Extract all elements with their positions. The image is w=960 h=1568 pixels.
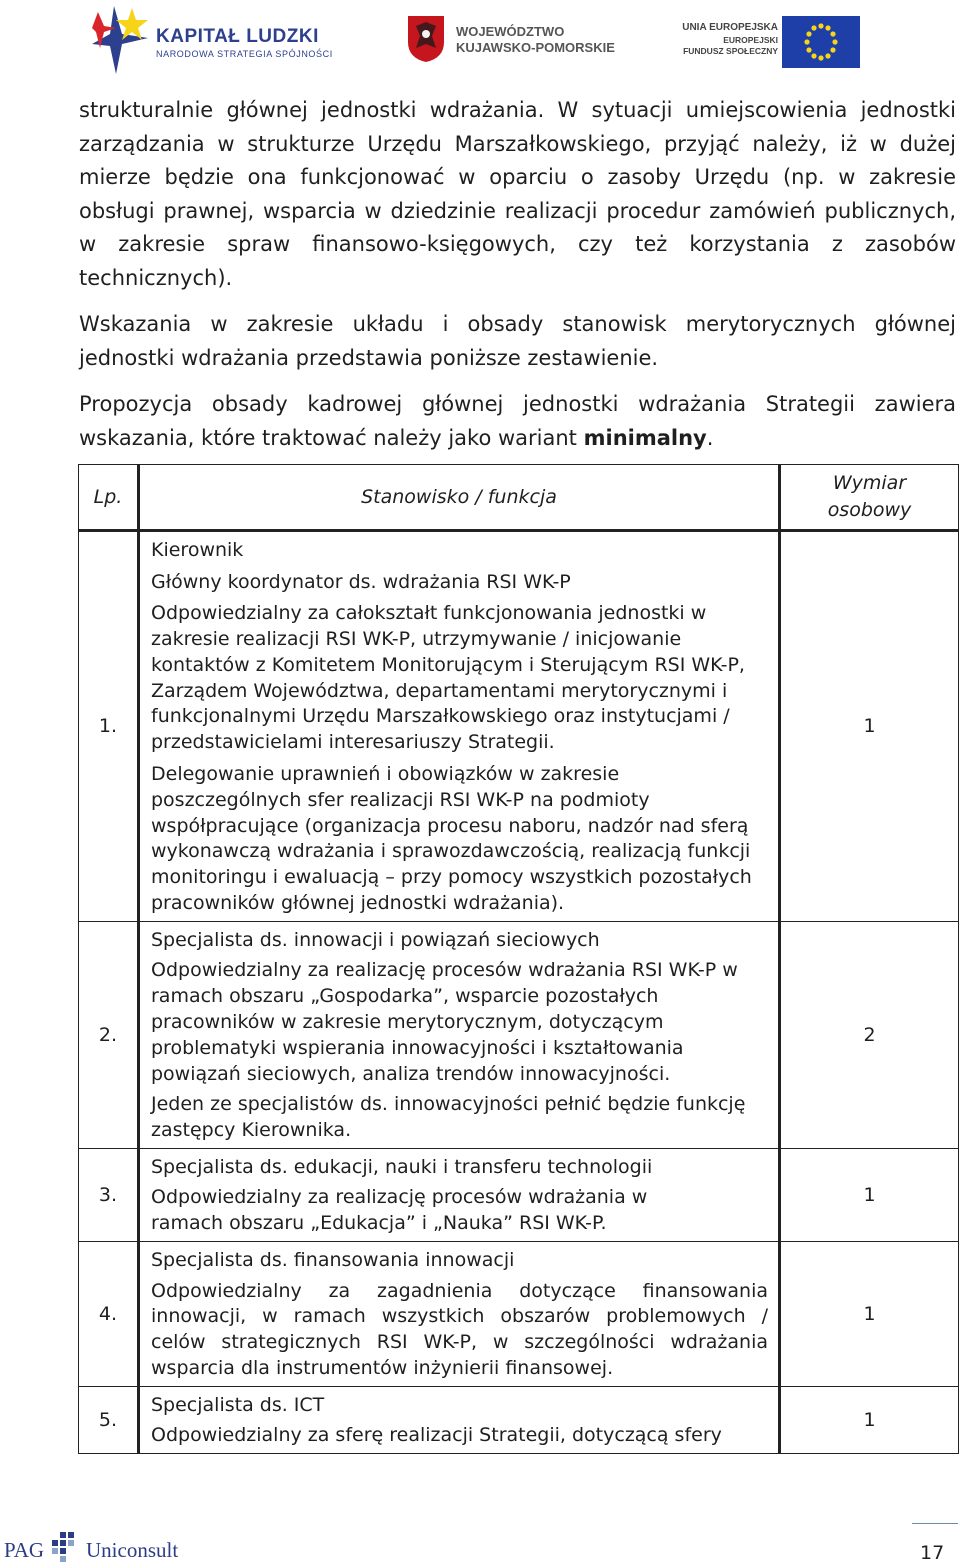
row-title: Specjalista ds. innowacji i powiązań sieciowych: [151, 928, 600, 951]
eu-logo: [670, 12, 870, 68]
table-row: [79, 1386, 959, 1453]
row-title: Kierownik: [151, 539, 244, 561]
row-description: Odpowiedzialny za sferę realizacji Strategii, dotyczącą sfery: [151, 1424, 722, 1447]
row-position: [139, 1242, 780, 1387]
eu-logo-line3: FUNDUSZ SPOŁECZNY: [683, 46, 778, 56]
kapital-ludzki-logo: [92, 4, 332, 74]
row-description: Odpowiedzialny za realizację procesów wdrażania w ramach obszaru „Edukacja” i „Nauka” RSI WK-P.: [151, 1186, 648, 1235]
kapital-ludzki-star-icon: [92, 4, 148, 74]
row-title: Specjalista ds. finansowania innowacji: [151, 1249, 515, 1272]
row-lp: 4.: [79, 1242, 139, 1387]
footer-page-rule: [912, 1523, 958, 1524]
paragraph-2: Wskazania w zakresie układu i obsady stanowisk merytorycznych głównej jednostki wdrażania przedstawia poniższe zestawienie.: [79, 312, 956, 370]
row-dimension: 1: [780, 1242, 959, 1387]
wojewodztwo-line1: WOJEWÓDZTWO: [456, 24, 565, 39]
page-number: 17: [920, 1542, 945, 1564]
footer-brand-pag: PAG: [4, 1538, 45, 1562]
eu-logo-line2: EUROPEJSKI: [723, 35, 778, 45]
row-position: [139, 1386, 780, 1453]
row-subtitle: Główny koordynator ds. wdrażania RSI WK-P: [151, 570, 571, 593]
row-dimension: 1: [780, 531, 959, 922]
wojewodztwo-crest-icon: [404, 12, 448, 64]
header-dimension-line2: osobowy: [827, 499, 912, 521]
row-dimension: 1: [780, 1148, 959, 1241]
row-lp: 1.: [79, 531, 139, 922]
footer-brand-uniconsult: Uniconsult: [86, 1538, 179, 1562]
paragraph-3-end: .: [706, 425, 714, 450]
kapital-ludzki-subtitle: NARODOWA STRATEGIA SPÓJNOŚCI: [156, 49, 333, 59]
header-lp: Lp.: [79, 465, 139, 531]
row-description: Odpowiedzialny za realizację procesów wdrażania RSI WK-P w ramach obszaru „Gospodarka”, wsparcie pozostałych pracowników w zakresie merytorycznym, dotyczącym problematyki wspierania innowacyjności i kształtowania powiązań sieciowych, analiza trendów innowacyjności.: [151, 959, 738, 1085]
wojewodztwo-logo: [404, 12, 615, 68]
wojewodztwo-line2: KUJAWSKO-POMORSKIE: [456, 40, 615, 55]
table-row: [79, 1148, 959, 1241]
row-title: Specjalista ds. edukacji, nauki i transferu technologii: [151, 1155, 653, 1178]
row-dimension: 1: [780, 1386, 959, 1453]
staffing-table: [78, 464, 959, 1454]
paragraph-3-text: Propozycja obsady kadrowej głównej jednostki wdrażania Strategii zawiera wskazania, które traktować należy jako wariant: [79, 392, 956, 450]
row-position: [139, 1148, 780, 1241]
table-header-row: [79, 465, 959, 531]
table-row: [79, 1242, 959, 1387]
row-lp: 3.: [79, 1148, 139, 1241]
paragraph-3: [79, 388, 956, 455]
page-footer: [0, 1520, 960, 1568]
paragraph-1: strukturalnie głównej jednostki wdrażania. W sytuacji umiejscowienia jednostki zarządzania w strukturze Urzędu Marszałkowskiego, przyjąć należy, iż w dużej mierze będzie ona funkcjonować w oparciu o zasoby Urzędu (np. w zakresie obsługi prawnej, wsparcia w dziedzinie realizacji procedur zamówień publicznych, w zakresie spraw finansowo-księgowych, czy też korzystania z zasobów technicznych).: [79, 98, 956, 290]
kapital-ludzki-title: KAPITAŁ LUDZKI: [156, 26, 319, 47]
row-description: Delegowanie uprawnień i obowiązków w zakresie poszczególnych sfer realizacji RSI WK-P na podmioty współpracujące (organizacja procesu naboru, nadzór nad sferą wykonawczą wdrażania i sprawozdawczością, realizacją funkcji monitoringu i ewaluacją – przy pomocy wszystkich pozostałych pracowników głównej jednostki wdrażania).: [151, 763, 752, 915]
row-position: [139, 531, 780, 922]
row-lp: 5.: [79, 1386, 139, 1453]
header-logos: [0, 0, 960, 80]
header-dimension: [780, 465, 959, 531]
eu-flag-icon: [782, 16, 860, 68]
row-dimension: 2: [780, 921, 959, 1148]
eu-logo-line1: UNIA EUROPEJSKA: [682, 22, 778, 33]
paragraph-3-bold: minimalny: [583, 425, 707, 450]
header-position: Stanowisko / funkcja: [139, 465, 780, 531]
row-title: Specjalista ds. ICT: [151, 1393, 325, 1416]
row-description: Odpowiedzialny za zagadnienia dotyczące finansowania innowacji, w ramach wszystkich obszarów problemowych / celów strategicznych RSI WK-P, w szczególności wdrażania wsparcia dla instrumentów inżynierii finansowej.: [151, 1279, 768, 1379]
header-dimension-line1: Wymiar: [832, 472, 907, 494]
table-row: [79, 531, 959, 922]
row-position: [139, 921, 780, 1148]
uniconsult-dots-icon: [46, 1530, 78, 1562]
row-description: Odpowiedzialny za całokształt funkcjonowania jednostki w zakresie realizacji RSI WK-P, utrzymywanie / inicjowanie kontaktów z Komitetem Monitorującym i Sterującym RSI WK-P, Zarządem Województwa, departamentami merytorycznymi i funkcjonalnymi Urzędu Marszałkowskiego oraz instytucjami / przedstawicielami interesariuszy Strategii.: [151, 602, 745, 754]
table-row: [79, 921, 959, 1148]
row-description: Jeden ze specjalistów ds. innowacyjności pełnić będzie funkcję zastępcy Kierownika.: [151, 1093, 746, 1142]
row-lp: 2.: [79, 921, 139, 1148]
